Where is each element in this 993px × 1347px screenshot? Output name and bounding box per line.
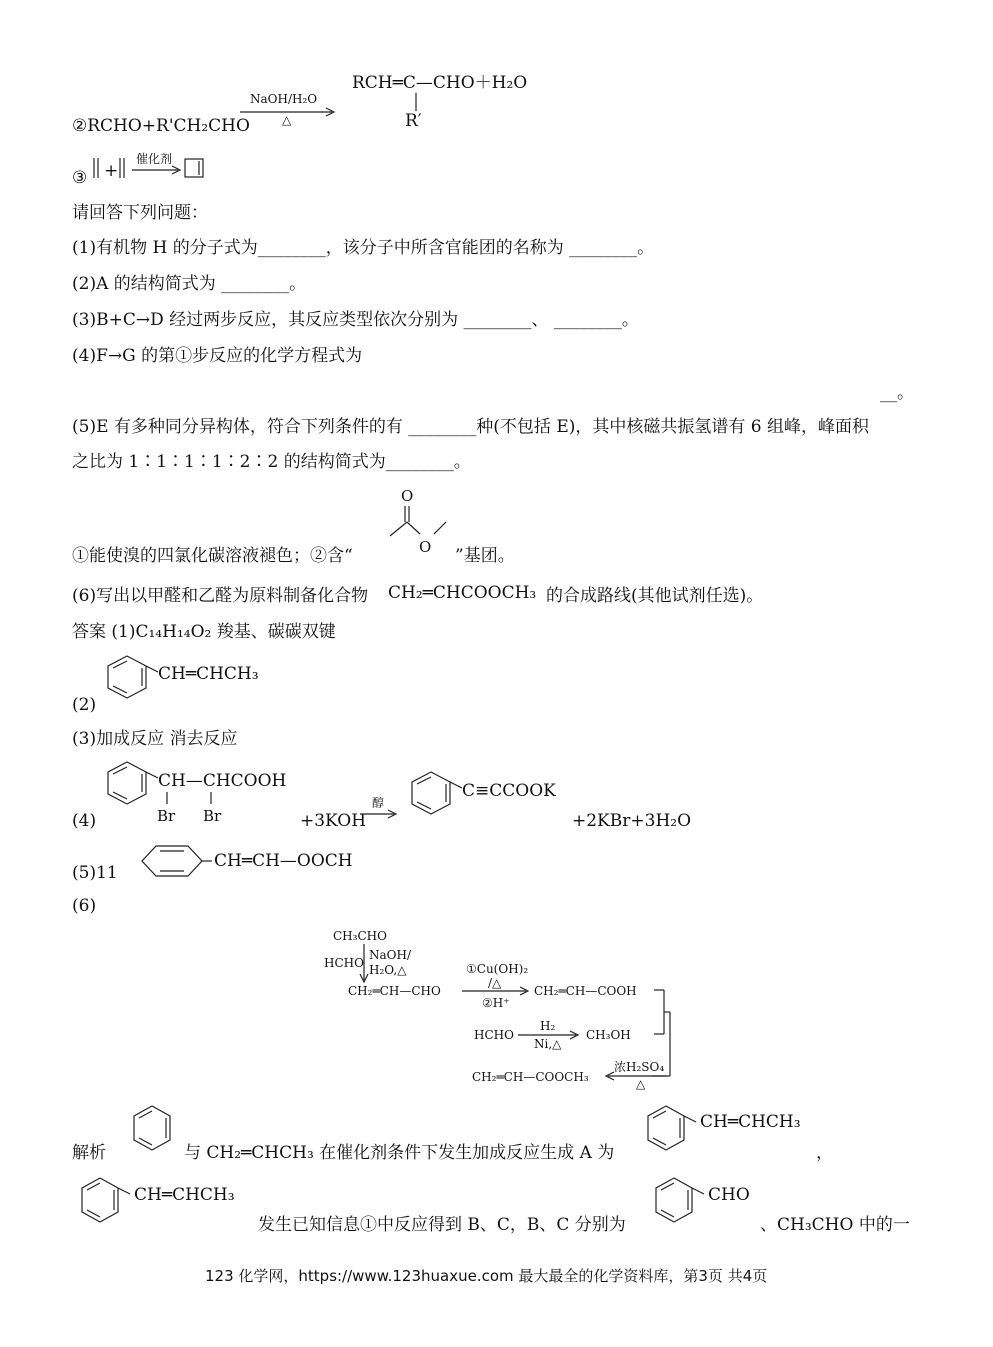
question-5-line1: (5)E 有多种同分异构体，符合下列条件的有 ________种(不包括 E)，其中核磁共振氢谱有 6 组峰，峰面积: [72, 417, 869, 437]
rxn2-substituent: R′: [405, 111, 422, 131]
answer-5-label: (5)11: [72, 863, 118, 883]
rxn2-condition-top: NaOH/H₂O: [250, 92, 318, 106]
route-acrylic-acid: CH₂═CH—COOH: [534, 984, 637, 998]
ester-oxygen-top: O: [401, 487, 414, 505]
question-2: (2)A 的结构简式为 ________。: [72, 274, 307, 294]
route-product: CH₂═CH—COOCH₃: [472, 1070, 589, 1084]
rxn3-catalyst: 催化剂: [136, 152, 173, 166]
question-5-condition-a: ①能使溴的四氯化碳溶液褪色；②含“: [72, 546, 353, 566]
benzene-ring-a4: [104, 760, 150, 806]
route-down-arrow: [360, 944, 368, 984]
route-nickel: Ni,△: [534, 1037, 562, 1051]
route-heat: /△: [488, 976, 502, 990]
route-sulfuric-acid: 浓H₂SO₄: [614, 1060, 665, 1074]
route-cuoh2: ①Cu(OH)₂: [466, 962, 529, 976]
analysis-text-3: 、CH₃CHO 中的一: [760, 1215, 910, 1235]
analysis-text-2: 发生已知信息①中反应得到 B、C，B、C 分别为: [258, 1215, 626, 1235]
analysis-text-1: 与 CH₂═CHCH₃ 在催化剂条件下发生加成反应生成 A 为: [184, 1143, 615, 1163]
answer-2-chain: CH═CHCH₃: [158, 664, 259, 684]
rxn2-condition-bottom: △: [282, 113, 292, 127]
bromine-2: Br: [203, 807, 222, 825]
intro: 请回答下列问题：: [72, 203, 208, 223]
route-acetaldehyde: CH₃CHO: [333, 929, 387, 943]
answer-5-chain: CH═CH—OOCH: [214, 851, 353, 871]
analysis-chain-a: CH═CHCH₃: [700, 1112, 801, 1132]
ester-oxygen-bottom: O: [419, 538, 432, 556]
analysis-chain-b: CH═CHCH₃: [134, 1185, 235, 1205]
analysis-cho: CHO: [708, 1185, 750, 1205]
route-acrolein: CH₂═CH—CHO: [348, 984, 441, 998]
benzene-ring-analysis-3: [80, 1176, 126, 1226]
question-5-condition-b: ”基团。: [455, 546, 515, 566]
route-heat-2: △: [636, 1077, 646, 1091]
answer-4-reagent: +3KOH: [300, 811, 367, 831]
diene-structure: [92, 158, 102, 180]
analysis-label: 解析: [72, 1143, 106, 1163]
question-4: (4)F→G 的第①步反应的化学方程式为: [72, 346, 363, 366]
route-formaldehyde-2: HCHO: [474, 1028, 514, 1042]
answer-3: (3)加成反应 消去反应: [72, 729, 238, 749]
route-h2o-heat: H₂O,△: [369, 963, 407, 977]
route-hydrogen: H₂: [540, 1019, 556, 1033]
cyclohexene-structure: [184, 158, 206, 180]
question-6a: (6)写出以甲醛和乙醛为原料制备化合物: [72, 586, 369, 606]
rxn3-plus: +: [104, 161, 119, 181]
question-6-formula: CH₂═CHCOOCH₃: [388, 583, 537, 603]
route-methanol: CH₃OH: [586, 1028, 631, 1042]
rxn3-number: ③: [72, 168, 88, 188]
benzene-ring-a5: [140, 844, 206, 878]
rxn3-arrow: [132, 166, 184, 174]
question-5-line2: 之比为 1∶1∶1∶1∶2∶2 的结构简式为________。: [72, 452, 471, 472]
benzene-ring-a2: [104, 654, 150, 700]
benzene-ring-analysis-2: [646, 1104, 692, 1154]
benzene-ring-analysis-4: [654, 1176, 700, 1226]
alkene-structure: [118, 158, 128, 180]
question-1: (1)有机物 H 的分子式为________，该分子中所含官能团的名称为 ________。: [72, 238, 655, 258]
answer-4-tail: +2KBr+3H₂O: [572, 811, 692, 831]
answer-6-label: (6): [72, 896, 97, 916]
page-footer: 123 化学网，https://www.123huaxue.com 最大最全的化学资料库，第3页 共4页: [205, 1267, 768, 1285]
question-4-end: __。: [880, 383, 914, 403]
answer-4-condition: 醇: [372, 796, 385, 810]
rxn2-product: RCH═C—CHO＋H₂O: [352, 73, 528, 93]
ester-fragment: [390, 506, 450, 542]
answer-1: 答案 (1)C₁₄H₁₄O₂ 羧基、碳碳双键: [72, 622, 336, 642]
route-acidify: ②H⁺: [482, 996, 510, 1010]
question-3: (3)B+C→D 经过两步反应，其反应类型依次分别为 ________、 ________。: [72, 310, 639, 330]
bromine-1: Br: [157, 807, 176, 825]
rxn2-reactants: ②RCHO+R'CH₂CHO: [72, 116, 250, 136]
answer-4-chain: CH—CHCOOH: [158, 771, 287, 791]
benzene-ring-a4-product: [408, 770, 454, 816]
benzene-ring-analysis-1: [132, 1104, 178, 1154]
answer-2-label: (2): [72, 695, 97, 715]
route-formaldehyde: HCHO: [324, 956, 364, 970]
route-arrow-1: [462, 987, 534, 995]
answer-4-arrow: [360, 810, 400, 818]
question-6b: 的合成路线(其他试剂任选)。: [546, 586, 764, 606]
bromine-bonds: [165, 792, 225, 806]
analysis-comma: ，: [816, 1143, 833, 1163]
answer-4-label: (4): [72, 811, 97, 831]
answer-4-product: C≡CCOOK: [462, 781, 556, 801]
route-naoh: NaOH/: [369, 948, 411, 962]
